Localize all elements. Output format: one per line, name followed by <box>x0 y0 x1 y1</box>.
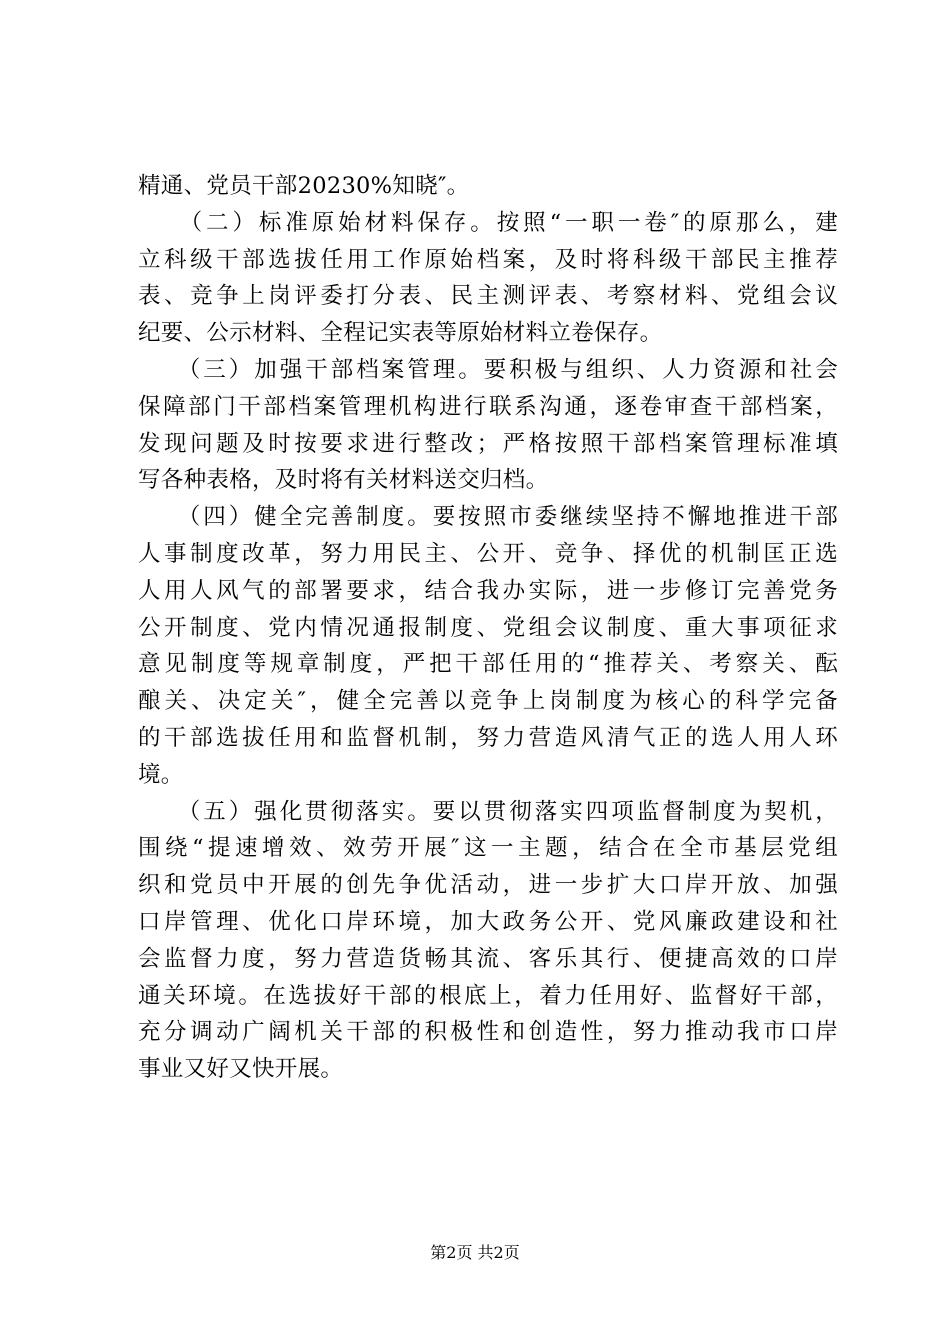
paragraph-4-start: （四）健全完善制度。要按照市委继续坚持不懈地推进干部 <box>138 504 838 531</box>
text-line: 表、竞争上岗评委打分表、民主测评表、考察材料、党组会议 <box>138 283 838 310</box>
paragraph-3-start: （三）加强干部档案管理。要积极与组织、人力资源和社会 <box>138 356 838 383</box>
text-line: 境。 <box>138 761 184 788</box>
text-line: 口岸管理、优化口岸环境，加大政务公开、党风廉政建设和社 <box>138 908 838 935</box>
text-line: 公开制度、党内情况通报制度、党组会议制度、重大事项征求 <box>138 614 838 641</box>
text-line: 酿关、决定关″，健全完善以竞争上岗制度为核心的科学完备 <box>138 688 838 715</box>
text-line: 人用人风气的部署要求，结合我办实际，进一步修订完善党务 <box>138 577 838 604</box>
document-body <box>138 168 838 1088</box>
text-line: 写各种表格，及时将有关材料送交归档。 <box>138 467 549 494</box>
text-line: 纪要、公示材料、全程记实表等原始材料立卷保存。 <box>138 320 663 347</box>
text-line: 发现问题及时按要求进行整改；严格按照干部档案管理标准填 <box>138 430 838 457</box>
page-footer: 第2页 共2页 <box>430 1243 520 1262</box>
text-line: 精通、党员干部20230%知晓″。 <box>138 173 470 199</box>
text-line: 的干部选拔任用和监督机制，努力营造风清气正的选人用人环 <box>138 724 838 751</box>
text-line: 围绕“提速增效、效劳开展″这一主题，结合在全市基层党组 <box>138 835 838 862</box>
text-line: 人事制度改革，努力用民主、公开、竞争、择优的机制匡正选 <box>138 540 838 567</box>
text-line: 会监督力度，努力营造货畅其流、客乐其行、便捷高效的口岸 <box>138 945 838 972</box>
text-line: 意见制度等规章制度，严把干部任用的“推荐关、考察关、酝 <box>138 651 838 678</box>
text-line: 保障部门干部档案管理机构进行联系沟通，逐卷审查干部档案， <box>138 393 838 420</box>
text-line: 事业又好又快开展。 <box>138 1056 344 1083</box>
text-line: 织和党员中开展的创先争优活动，进一步扩大口岸开放、加强 <box>138 872 838 899</box>
paragraph-2-start: （二）标准原始材料保存。按照“一职一卷″的原那么，建 <box>138 209 838 236</box>
text-line: 充分调动广阔机关干部的积极性和创造性，努力推动我市口岸 <box>138 1019 838 1046</box>
text-line: 立科级干部选拔任用工作原始档案，及时将科级干部民主推荐 <box>138 246 838 273</box>
text-line: 通关环境。在选拔好干部的根底上，着力任用好、监督好干部， <box>138 982 838 1009</box>
paragraph-5-start: （五）强化贯彻落实。要以贯彻落实四项监督制度为契机， <box>138 798 838 825</box>
